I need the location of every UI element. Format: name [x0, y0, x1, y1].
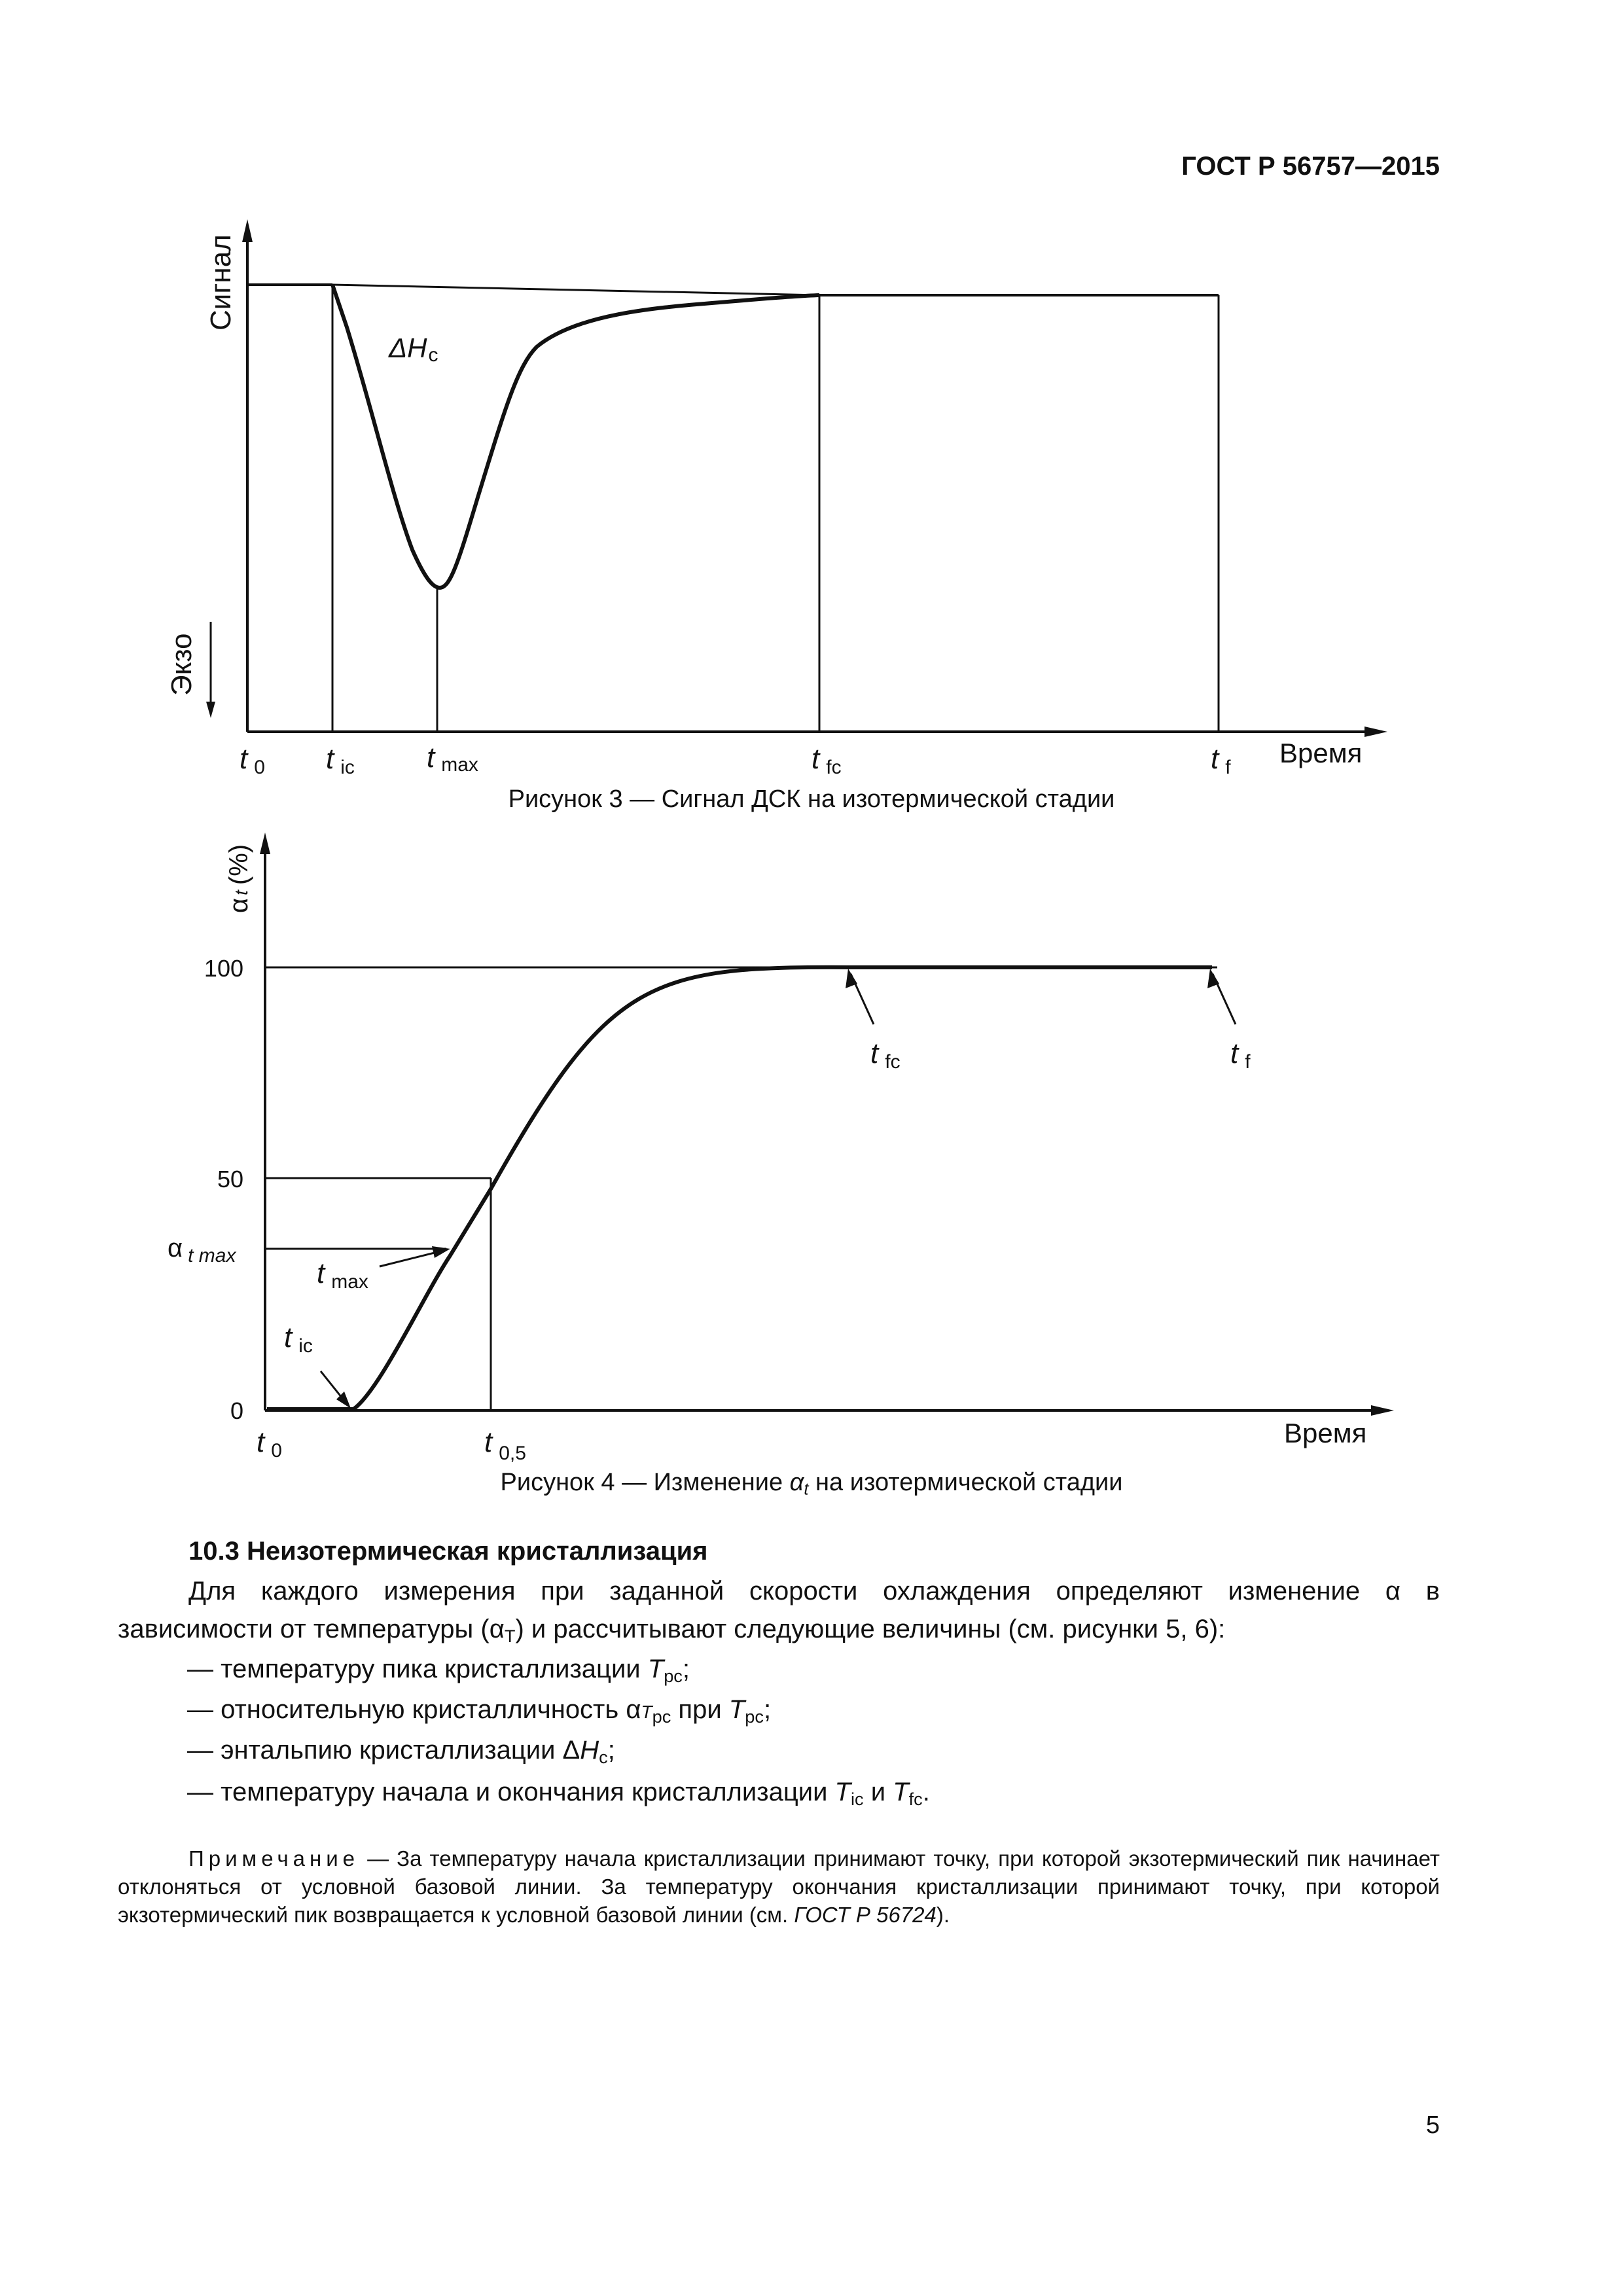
figure-3-dsc-signal — [0, 196, 1623, 851]
document-code: ГОСТ Р 56757—2015 — [1181, 152, 1440, 181]
fig3-x-label: Время — [1279, 738, 1363, 768]
fig4-y-tick-50: 50 — [217, 1166, 243, 1193]
figure-4-caption: Рисунок 4 — Изменение $\alpha_t$ на изотермической стадии — [500, 1469, 1123, 1499]
figure-3-caption: Рисунок 3 — Сигнал ДСК на изотермической стадии — [508, 785, 1115, 813]
body-paragraph-line-2: зависимости от температуры $(\alpha_T)$ и рассчитывают следующие величины (см. рисунки 5, 6): — [118, 1615, 1226, 1646]
fig4-tick-t05: t $_{0,5}$ — [484, 1426, 526, 1464]
fig4-annot-tmax: t max — [317, 1257, 368, 1293]
fig4-annot-tic: t ic — [284, 1321, 313, 1357]
fig3-tick-t0: t 0 — [240, 743, 265, 778]
list-item: — относительную кристалличность $\alpha T_{pc}$ при $T_{pc}$; — [187, 1695, 772, 1727]
list-item: — энтальпию кристаллизации $\Delta H_c$; — [187, 1736, 615, 1767]
fig4-y-tick-0: 0 — [230, 1397, 243, 1424]
fig4-y-tick-100: 100 — [204, 955, 243, 982]
body-paragraph-line-1: Для каждого измерения при заданной скорости охлаждения определяют изменение α в — [188, 1577, 1440, 1605]
fig4-y-alpha-max: α $_{t max}$ — [168, 1234, 236, 1266]
fig3-tick-tmax: t max — [427, 742, 478, 776]
fig3-y-label-signal: Сигнал — [205, 234, 237, 331]
fig3-tick-tfc: t fc — [812, 743, 842, 778]
list-item: — температуру начала и окончания кристаллизации $T_{ic}$ и $T_{fc}$. — [187, 1778, 930, 1809]
fig4-y-label: αt(%) — [224, 844, 253, 913]
fig4-series-line — [267, 967, 1212, 1409]
figure-4-alpha-change — [0, 818, 1623, 1486]
fig3-y-label-exo: Экзо — [166, 633, 198, 696]
fig4-annot-tfc: t fc — [870, 1037, 901, 1073]
fig4-x-label: Время — [1284, 1418, 1367, 1448]
fig4-tick-t0: t 0 — [257, 1426, 282, 1462]
fig3-area-label: ΔHc — [389, 332, 438, 366]
fig3-tick-tf: t f — [1211, 743, 1231, 778]
section-heading: 10.3 Неизотермическая кристаллизация — [188, 1537, 708, 1566]
fig3-tick-tic: t ic — [326, 743, 355, 778]
list-item: — температуру пика кристаллизации $T_{pc}$; — [187, 1655, 690, 1686]
note-label: Примечание — [188, 1846, 360, 1871]
page-number: 5 — [1425, 2111, 1440, 2139]
fig4-annot-tf: t f — [1230, 1037, 1251, 1073]
note: Примечание — За температуру начала кристаллизации принимают точку, при которой экзотермический пик начинает отклоняться от условной базовой линии. За температуру окончания кристаллизации принимают точку, при которой экзотермический пик возвращается к условной базовой линии (см. ГОСТ Р 56724). — [118, 1846, 1440, 1927]
